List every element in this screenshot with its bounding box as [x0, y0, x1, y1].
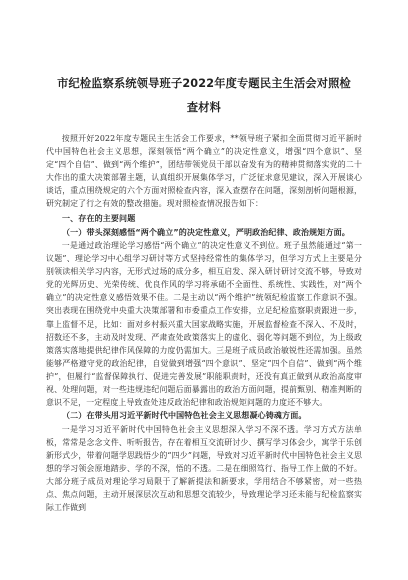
title-line-1: 市纪检监察系统领导班子2022年度专题民主生活会对照检: [57, 77, 351, 90]
document-body: [46, 132, 362, 514]
intro-paragraph: 按照开好2022年度专题民主生活会工作要求，**领导班子紧扣全面贯彻习近平新时代中国特色社会主义思想，深刻领悟“两个确立”的决定性意义，增强“四个意识”、坚定“四个自信”、做到“两个维护”，团结带领党员干部以奋发有为的精神贯彻落实党的二十大作出的重大决策部署主题，认真组织开展集体学习，广泛征求意见建议，深入开展谈心谈话，重点围绕规定的六个方面对照检查内容，深入查摆存在问题，深刻剖析问题根源，研究制定了行之有效的整改措施。现对照检查情况报告如下：: [46, 134, 362, 209]
subsection-paragraph: 一是通过政治理论学习感悟“两个确立”的决定性意义不到位。班子虽然能通过“第一议题”、理论学习中心组学习研讨等方式坚持经常性的集体学习，但学习方式上主要是分别领读相关学习内容，无形式过场的成分多，相互启发、深入研讨研讨交流不够，导致对党的光辉历史、光荣传统、优良作风的学习将承础不全面性、系统性、实践性，对“两个确立”的决定性意义感悟效果不佳。二是主动以“两个维护”统领纪检监察工作意识不强。突出表现在围绕党中央重大决策部署和市委重点工作安排，立足纪检监察职责跟进一步，靠上监督不足，比如：面对乡村振兴重大国家战略实施，开展监督检查不深入、不及时，招数还不多，主动及时发现、严肃查处政策落实上的虚化、弱化等问题不到位，为上级政策落实落地提供纪律作风保障的力度仍需加大。三是班子成员政治敏锐性还需加强。虽然能够严格遵守党的政治纪律，自觉做到增强“四个意识”、坚定“四个自信”、做到“两个维护”，但履行“监督保障执行、促进完善发展”职能职责时，还没有真正做到从政治高度审视、处理问题，对一些违规违纪问题后面暴露出的政治方面问题，提前甄别、精准判断的意识不足，一定程度上导致查处违反政治纪律和政治规矩问题的力度还不够大。: [46, 240, 362, 408]
title-line-2: 查材料: [186, 101, 222, 114]
subsection-paragraph: 一是学习习近平新时代中国特色社会主义思想深入学习不深不透。学习方式方法单板，常常是念念文件、听听报告，存在着相互交流研讨少、撰写学习体会少，寓学于乐创新形式少，带着问题学思践悟少的“四少”问题，导致对习近平新时代中国特色社会主义思想的学习领会原地踏步、学的不深，悟的不透。二是在细照笃行、指导工作上做的不好。大部分班子成员对理论学习局限于了解新提法和新要求，学用结合不够紧密，对一些热点、焦点问题，主动开展深层次互动和思想交流较少，导致理论学习还未能与纪检监察实际工作做到: [46, 424, 362, 513]
subsection-heading: （一）带头深刻感悟“两个确立”的决定性意义，严明政治纪律、政治规矩方面。: [62, 227, 350, 237]
document-title: [46, 72, 362, 120]
subsection-heading: （二）在带头用习近平新时代中国特色社会主义思想凝心铸魂方面。: [62, 411, 307, 421]
section-heading: 一、存在的主要问题: [62, 213, 136, 223]
